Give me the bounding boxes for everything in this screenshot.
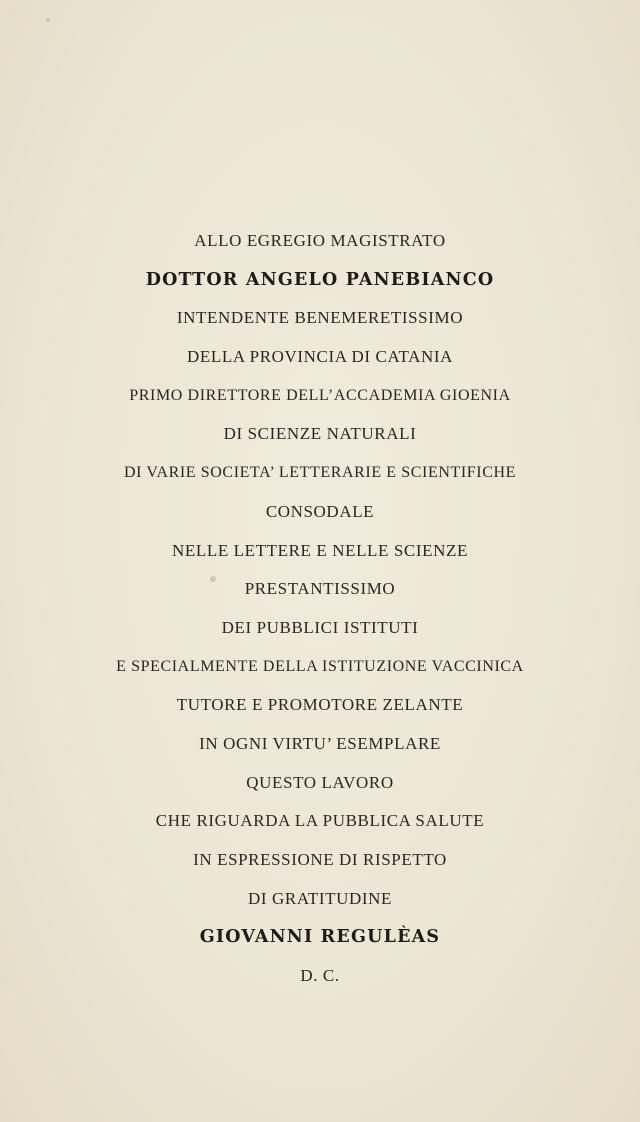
dedication-line: DI GRATITUDINE xyxy=(248,888,392,908)
dedication-line: QUESTO LAVORO xyxy=(246,772,394,792)
dedication-line: DI VARIE SOCIETA’ LETTERARIE E SCIENTIFICHE xyxy=(123,464,517,482)
dedication-block xyxy=(0,222,640,996)
dedication-line: INTENDENTE BENEMERETISSIMO xyxy=(176,308,464,328)
dedication-line: PRIMO DIRETTORE DELL’ACCADEMIA GIOENIA xyxy=(129,386,511,404)
dedication-line: PRESTANTISSIMO xyxy=(244,579,396,599)
dedication-line: IN OGNI VIRTU’ ESEMPLARE xyxy=(199,733,441,753)
author-initials: D. C. xyxy=(300,966,340,986)
dedication-line: DEI PUBBLICI ISTITUTI xyxy=(221,617,419,637)
dedication-line: IN ESPRESSIONE DI RISPETTO xyxy=(193,850,447,869)
dedication-line: E SPECIALMENTE DELLA ISTITUZIONE VACCINICA xyxy=(116,657,524,675)
dedication-line: DELLA PROVINCIA DI CATANIA xyxy=(187,347,453,367)
dedication-line: CONSODALE xyxy=(265,501,375,521)
dedication-line: TUTORE E PROMOTORE ZELANTE xyxy=(176,695,464,715)
author-name: GIOVANNI REGULÈAS xyxy=(199,927,441,948)
paper-stain xyxy=(46,18,50,22)
dedicatee-name: DOTTOR ANGELO PANEBIANCO xyxy=(145,269,495,290)
dedication-line: NELLE LETTERE E NELLE SCIENZE xyxy=(172,540,468,560)
dedication-line: ALLO EGREGIO MAGISTRATO xyxy=(194,231,446,250)
dedication-line: DI SCIENZE NATURALI xyxy=(223,424,417,444)
dedication-line: CHE RIGUARDA LA PUBBLICA SALUTE xyxy=(155,811,485,831)
